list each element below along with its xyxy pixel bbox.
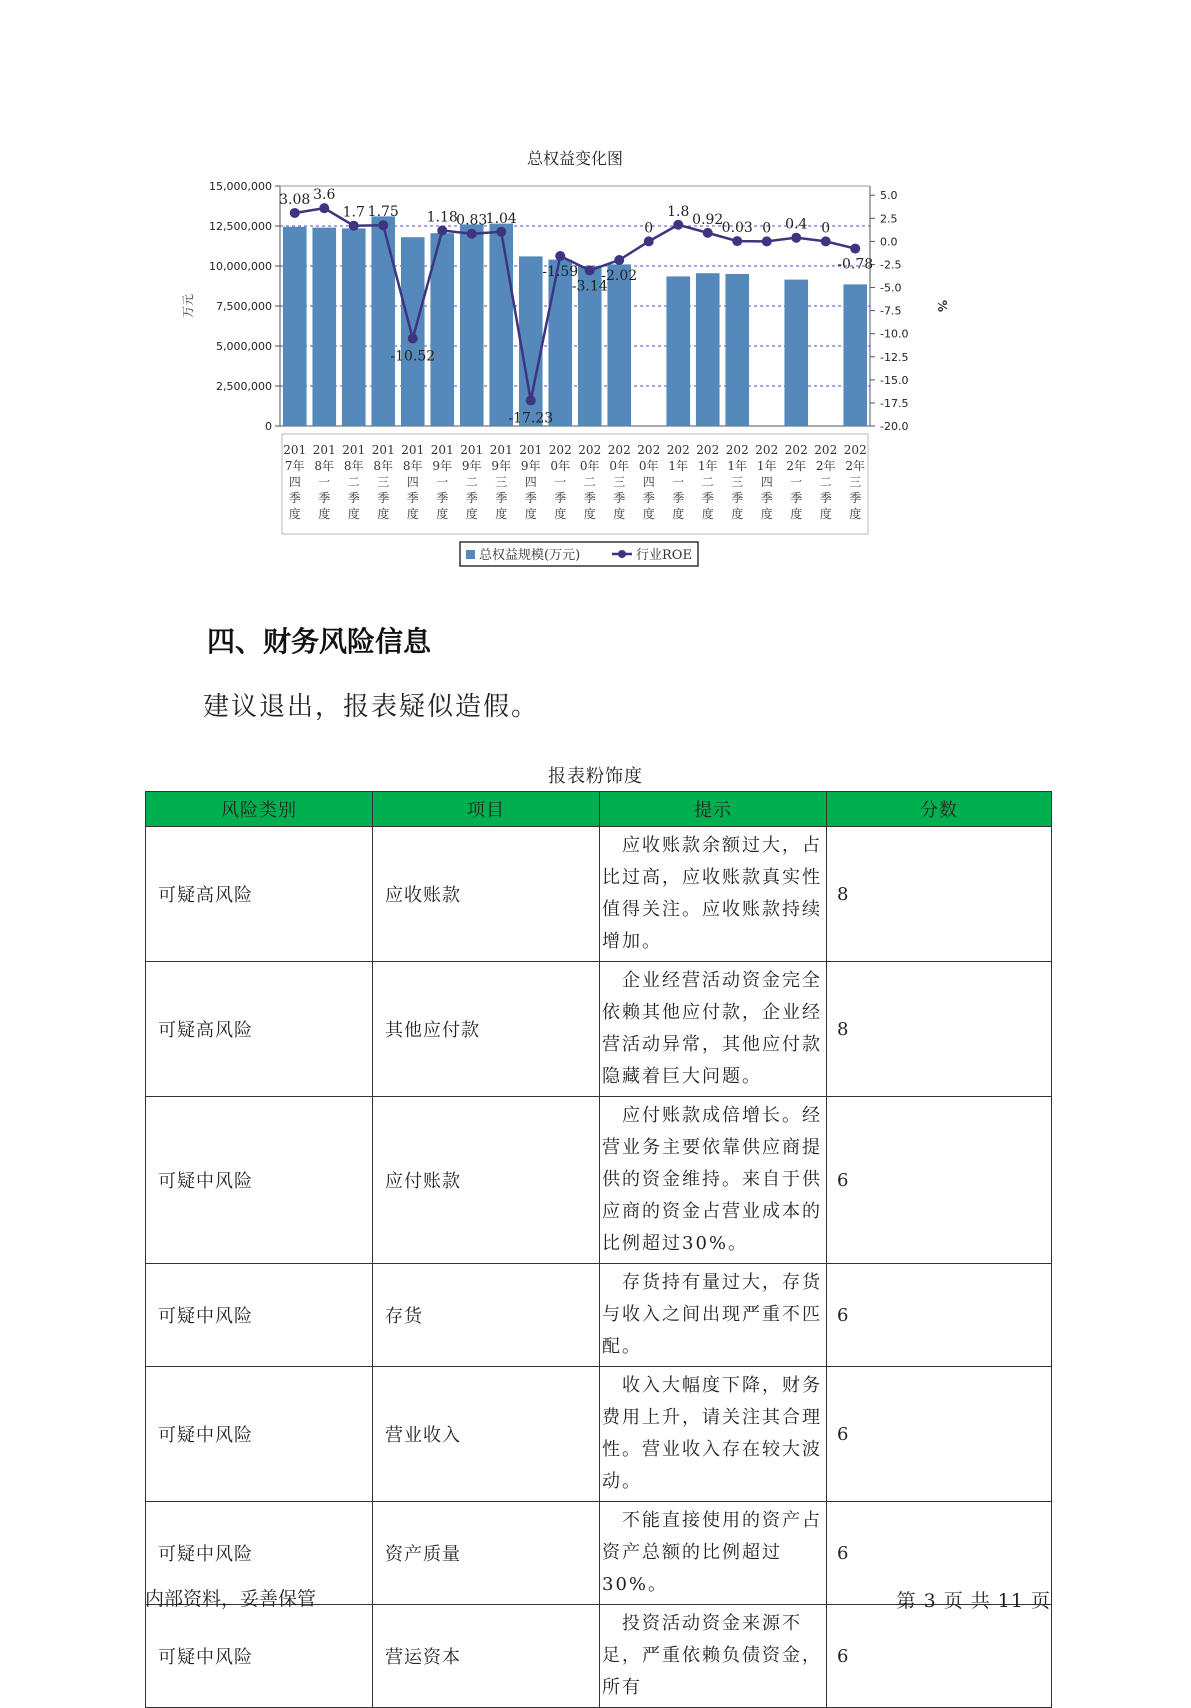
table-row <box>146 962 1052 1097</box>
x-tick-label: 季 <box>347 491 360 505</box>
legend-bar-swatch <box>466 550 475 559</box>
roe-data-label: 0.03 <box>721 220 753 237</box>
x-label-box <box>282 434 868 534</box>
y2-tick-label: -2.5 <box>880 258 902 272</box>
x-tick-label: 1年 <box>697 459 718 473</box>
y2-tick-label: -10.0 <box>880 327 909 341</box>
x-tick-label: 度 <box>465 507 478 521</box>
x-tick-label: 三 <box>849 475 862 489</box>
bar <box>283 227 307 426</box>
bar <box>607 264 631 426</box>
header-score: 分数 <box>827 792 1052 827</box>
x-tick-label: 9年 <box>491 459 512 473</box>
roe-point <box>319 203 329 213</box>
x-tick-label: 0年 <box>579 459 600 473</box>
roe-data-label: 1.8 <box>667 203 690 220</box>
y-tick-label: 7,500,000 <box>216 300 272 313</box>
risk-score: 6 <box>827 1367 1052 1502</box>
bar <box>401 237 425 426</box>
x-tick-label: 季 <box>849 491 862 505</box>
x-tick-label: 度 <box>436 507 449 521</box>
risk-hint: 企业经营活动资金完全依赖其他应付款，企业经营活动异常，其他应付款隐藏着巨大问题。 <box>600 962 827 1097</box>
risk-hint: 应收账款余额过大，占比过高，应收账款真实性值得关注。应收账款持续增加。 <box>600 827 827 962</box>
risk-score: 6 <box>827 1502 1052 1605</box>
x-tick-label: 三 <box>495 475 508 489</box>
risk-score: 8 <box>827 827 1052 962</box>
x-tick-label: 202 <box>637 443 661 457</box>
roe-data-label: -10.52 <box>390 348 436 365</box>
x-tick-label: 0年 <box>550 459 571 473</box>
x-tick-label: 季 <box>288 491 301 505</box>
roe-point <box>762 236 772 246</box>
risk-hint: 投资活动资金来源不足，严重依赖负债资金，所有 <box>600 1605 827 1708</box>
x-tick-label: 201 <box>460 443 484 457</box>
roe-point <box>290 208 300 218</box>
risk-table <box>145 791 1052 1708</box>
x-tick-label: 度 <box>819 507 832 521</box>
roe-point <box>614 255 624 265</box>
bar <box>460 224 484 426</box>
bar <box>489 224 513 426</box>
header-category: 风险类别 <box>146 792 373 827</box>
x-tick-label: 9年 <box>520 459 541 473</box>
x-tick-label: 一 <box>318 475 331 489</box>
x-tick-label: 1年 <box>756 459 777 473</box>
roe-data-label: 1.04 <box>485 210 517 227</box>
table-caption: 报表粉饰度 <box>548 766 643 787</box>
y-tick-label: 5,000,000 <box>216 340 272 353</box>
risk-hint: 不能直接使用的资产占资产总额的比例超过30%。 <box>600 1502 827 1605</box>
x-tick-label: 一 <box>672 475 685 489</box>
x-tick-label: 201 <box>489 443 513 457</box>
x-tick-label: 202 <box>725 443 749 457</box>
bar <box>666 276 690 426</box>
x-tick-label: 7年 <box>284 459 305 473</box>
y2-tick-label: 2.5 <box>880 212 898 226</box>
roe-point <box>673 220 683 230</box>
risk-score: 6 <box>827 1605 1052 1708</box>
roe-data-label: 0 <box>821 220 831 237</box>
roe-data-label: 1.7 <box>342 204 365 221</box>
risk-category: 可疑中风险 <box>146 1605 373 1708</box>
x-tick-label: 季 <box>524 491 537 505</box>
roe-point <box>437 225 447 235</box>
risk-item: 应收账款 <box>373 827 600 962</box>
x-tick-label: 度 <box>672 507 685 521</box>
roe-point <box>585 265 595 275</box>
table-row <box>146 1264 1052 1367</box>
roe-data-label: 0.92 <box>692 211 724 228</box>
risk-score: 6 <box>827 1264 1052 1367</box>
table-row <box>146 1605 1052 1708</box>
x-tick-label: 四 <box>288 475 301 489</box>
bar <box>371 216 395 426</box>
table-row <box>146 1367 1052 1502</box>
x-tick-label: 季 <box>465 491 478 505</box>
x-tick-label: 季 <box>731 491 744 505</box>
bar <box>784 280 808 426</box>
roe-data-label: -3.14 <box>571 278 608 295</box>
x-tick-label: 2年 <box>815 459 836 473</box>
y2-tick-label: -7.5 <box>880 304 902 318</box>
x-tick-label: 二 <box>583 475 596 489</box>
x-tick-label: 8年 <box>314 459 335 473</box>
y2-tick-label: -5.0 <box>880 281 902 295</box>
x-tick-label: 度 <box>288 507 301 521</box>
risk-item: 存货 <box>373 1264 600 1367</box>
x-tick-label: 三 <box>613 475 626 489</box>
x-tick-label: 0年 <box>609 459 630 473</box>
x-tick-label: 度 <box>347 507 360 521</box>
x-tick-label: 8年 <box>343 459 364 473</box>
x-tick-label: 1年 <box>668 459 689 473</box>
equity-chart <box>180 140 1010 600</box>
roe-data-label: 0.4 <box>785 216 808 233</box>
x-tick-label: 2年 <box>845 459 866 473</box>
y-tick-label: 2,500,000 <box>216 380 272 393</box>
y2-tick-label: -12.5 <box>880 350 909 364</box>
risk-category: 可疑中风险 <box>146 1367 373 1502</box>
bar <box>843 284 867 426</box>
x-tick-label: 202 <box>548 443 572 457</box>
risk-category: 可疑高风险 <box>146 962 373 1097</box>
x-tick-label: 201 <box>519 443 543 457</box>
roe-point <box>378 220 388 230</box>
x-tick-label: 季 <box>495 491 508 505</box>
header-hint: 提示 <box>600 792 827 827</box>
x-tick-label: 0年 <box>638 459 659 473</box>
x-tick-label: 201 <box>401 443 425 457</box>
table-row <box>146 1097 1052 1264</box>
x-tick-label: 度 <box>760 507 773 521</box>
roe-point <box>496 227 506 237</box>
advice-text: 建议退出，报表疑似造假。 <box>203 692 540 722</box>
footer-confidential: 内部资料，妥善保管 <box>145 1588 317 1610</box>
x-tick-label: 202 <box>843 443 867 457</box>
x-tick-label: 202 <box>784 443 808 457</box>
roe-point <box>821 236 831 246</box>
roe-point <box>467 229 477 239</box>
x-tick-label: 201 <box>430 443 454 457</box>
x-tick-label: 8年 <box>373 459 394 473</box>
x-tick-label: 度 <box>790 507 803 521</box>
y-tick-label: 12,500,000 <box>209 220 272 233</box>
roe-data-label: 1.75 <box>367 204 399 221</box>
x-tick-label: 三 <box>731 475 744 489</box>
y2-axis-label: % <box>935 299 949 313</box>
x-tick-label: 度 <box>849 507 862 521</box>
header-item: 项目 <box>373 792 600 827</box>
roe-point <box>555 251 565 261</box>
y-tick-label: 0 <box>265 420 272 433</box>
roe-data-label: 3.6 <box>313 187 336 204</box>
x-tick-label: 202 <box>666 443 690 457</box>
x-tick-label: 一 <box>790 475 803 489</box>
y2-tick-label: 5.0 <box>880 189 898 203</box>
x-tick-label: 201 <box>283 443 307 457</box>
roe-data-label: -0.78 <box>837 256 874 273</box>
x-tick-label: 202 <box>696 443 720 457</box>
bar <box>696 273 720 426</box>
x-tick-label: 季 <box>377 491 390 505</box>
x-tick-label: 四 <box>406 475 419 489</box>
roe-point <box>349 221 359 231</box>
x-tick-label: 1年 <box>727 459 748 473</box>
roe-point <box>703 228 713 238</box>
x-tick-label: 度 <box>731 507 744 521</box>
x-tick-label: 三 <box>377 475 390 489</box>
risk-score: 6 <box>827 1097 1052 1264</box>
legend-line-marker <box>618 550 626 558</box>
x-tick-label: 季 <box>672 491 685 505</box>
x-tick-label: 四 <box>760 475 773 489</box>
bar <box>312 228 336 426</box>
x-tick-label: 季 <box>583 491 596 505</box>
x-tick-label: 季 <box>790 491 803 505</box>
roe-data-label: -17.23 <box>508 410 554 427</box>
risk-score: 8 <box>827 962 1052 1097</box>
x-tick-label: 度 <box>583 507 596 521</box>
risk-category: 可疑中风险 <box>146 1264 373 1367</box>
section-heading: 四、财务风险信息 <box>207 625 432 658</box>
roe-point <box>850 244 860 254</box>
x-tick-label: 度 <box>406 507 419 521</box>
roe-point <box>732 236 742 246</box>
x-tick-label: 度 <box>554 507 567 521</box>
risk-hint: 收入大幅度下降，财务费用上升，请关注其合理性。营业收入存在较大波动。 <box>600 1367 827 1502</box>
risk-hint: 应付账款成倍增长。经营业务主要依靠供应商提供的资金维持。来自于供应商的资金占营业成本的比例超过30%。 <box>600 1097 827 1264</box>
table-header-row <box>146 792 1052 827</box>
x-tick-label: 度 <box>318 507 331 521</box>
x-tick-label: 201 <box>342 443 366 457</box>
roe-data-label: 0 <box>762 220 772 237</box>
risk-category: 可疑高风险 <box>146 827 373 962</box>
equity-chart-svg <box>180 140 1010 600</box>
risk-item: 应付账款 <box>373 1097 600 1264</box>
roe-data-label: 3.08 <box>279 191 311 208</box>
x-tick-label: 度 <box>613 507 626 521</box>
risk-category: 可疑中风险 <box>146 1502 373 1605</box>
x-tick-label: 202 <box>607 443 631 457</box>
y2-tick-label: 0.0 <box>880 235 898 249</box>
y2-tick-label: -17.5 <box>880 396 909 410</box>
x-tick-label: 季 <box>642 491 655 505</box>
x-tick-label: 度 <box>642 507 655 521</box>
x-tick-label: 201 <box>371 443 395 457</box>
x-tick-label: 二 <box>347 475 360 489</box>
risk-item: 营业收入 <box>373 1367 600 1502</box>
x-tick-label: 季 <box>406 491 419 505</box>
x-tick-label: 201 <box>312 443 336 457</box>
risk-item: 其他应付款 <box>373 962 600 1097</box>
x-tick-label: 季 <box>760 491 773 505</box>
bar <box>342 228 366 426</box>
risk-category: 可疑中风险 <box>146 1097 373 1264</box>
y-tick-label: 15,000,000 <box>209 180 272 193</box>
x-tick-label: 202 <box>814 443 838 457</box>
x-tick-label: 8年 <box>402 459 423 473</box>
x-tick-label: 二 <box>701 475 714 489</box>
y-axis-label: 万元 <box>181 293 195 319</box>
x-tick-label: 度 <box>495 507 508 521</box>
x-tick-label: 二 <box>465 475 478 489</box>
x-tick-label: 202 <box>755 443 779 457</box>
x-tick-label: 9年 <box>432 459 453 473</box>
x-tick-label: 季 <box>819 491 832 505</box>
x-tick-label: 一 <box>554 475 567 489</box>
x-tick-label: 季 <box>436 491 449 505</box>
bar <box>725 274 749 426</box>
x-tick-label: 二 <box>819 475 832 489</box>
x-tick-label: 季 <box>613 491 626 505</box>
table-row <box>146 827 1052 962</box>
roe-data-label: -1.59 <box>542 264 579 281</box>
x-tick-label: 度 <box>524 507 537 521</box>
chart-title: 总权益变化图 <box>526 149 624 168</box>
risk-item: 资产质量 <box>373 1502 600 1605</box>
roe-point <box>408 333 418 343</box>
roe-data-label: -2.02 <box>601 268 638 285</box>
x-tick-label: 季 <box>701 491 714 505</box>
risk-item: 营运资本 <box>373 1605 600 1708</box>
y2-tick-label: -15.0 <box>880 373 909 387</box>
roe-data-label: 1.18 <box>426 209 458 226</box>
legend-bar-label: 总权益规模(万元) <box>479 548 581 563</box>
roe-data-label: 0.83 <box>456 212 488 229</box>
x-tick-label: 度 <box>701 507 714 521</box>
x-tick-label: 季 <box>554 491 567 505</box>
bar <box>548 260 572 426</box>
x-tick-label: 季 <box>318 491 331 505</box>
x-tick-label: 一 <box>436 475 449 489</box>
risk-hint: 存货持有量过大，存货与收入之间出现严重不匹配。 <box>600 1264 827 1367</box>
x-tick-label: 度 <box>377 507 390 521</box>
roe-point <box>526 395 536 405</box>
roe-data-label: 0 <box>644 220 654 237</box>
x-tick-label: 202 <box>578 443 602 457</box>
y-tick-label: 10,000,000 <box>209 260 272 273</box>
x-tick-label: 四 <box>642 475 655 489</box>
x-tick-label: 四 <box>524 475 537 489</box>
y2-tick-label: -20.0 <box>880 420 909 433</box>
x-tick-label: 2年 <box>786 459 807 473</box>
x-tick-label: 9年 <box>461 459 482 473</box>
roe-point <box>791 233 801 243</box>
footer-page-number: 第 3 页 共 11 页 <box>896 1590 1051 1612</box>
legend-line-label: 行业ROE <box>636 548 692 563</box>
roe-point <box>644 236 654 246</box>
